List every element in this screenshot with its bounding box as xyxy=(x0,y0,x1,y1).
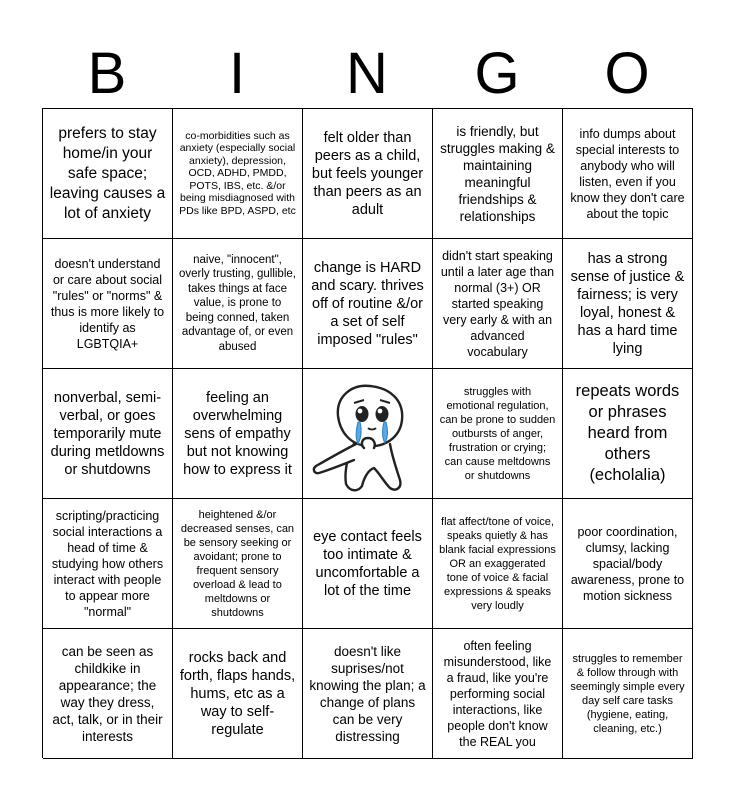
bingo-cell[interactable] xyxy=(563,109,693,239)
bingo-cell[interactable] xyxy=(303,629,433,759)
bingo-cell[interactable] xyxy=(43,369,173,499)
cell-text: doesn't understand or care about social "rules" or "norms" & thus is more likely to identify as LGBTQIA+ xyxy=(50,256,165,351)
cell-text: struggles with emotional regulation, can be prone to sudden outbursts of anger, frustration or crying; can cause meltdowns or shutdowns xyxy=(439,385,556,482)
cell-text: co-morbidities such as anxiety (especially social anxiety), depression, OCD, ADHD, PMDD, POTS, IBS, etc. &/or being misdiagnosed with PDs like BPD, ASPD, etc xyxy=(179,129,296,217)
bingo-grid xyxy=(42,108,693,758)
cell-text: info dumps about special interests to anybody who will listen, even if you know they don't care about the topic xyxy=(570,126,685,221)
header-letter-i: I xyxy=(228,41,246,106)
bingo-cell[interactable] xyxy=(173,109,303,239)
cell-text: felt older than peers as a child, but feels younger than peers as an adult xyxy=(311,129,424,218)
header-letter-g: G xyxy=(474,41,520,106)
cell-text: flat affect/tone of voice, speaks quietly & has blank facial expressions OR an exaggerated tone of voice & facial expressions & speaks very loudly xyxy=(439,515,556,612)
bingo-cell[interactable] xyxy=(43,629,173,759)
bingo-cell[interactable] xyxy=(433,239,563,369)
cell-text: often feeling misunderstood, like a fraud, like you're performing social interactions, like people don't know the REAL you xyxy=(443,638,552,749)
header-letter-b: B xyxy=(87,41,127,106)
cell-text: repeats words or phrases heard from others (echolalia) xyxy=(575,382,680,484)
bingo-cell[interactable] xyxy=(173,369,303,499)
cell-text: naive, "innocent", overly trusting, gullible, takes things at face value, is prone to being conned, taken advantage of, or even abused xyxy=(179,253,296,353)
cell-text: can be seen as childkike in appearance; the way they dress, act, talk, or in their interests xyxy=(52,643,163,744)
bingo-cell[interactable] xyxy=(173,239,303,369)
bingo-cell[interactable] xyxy=(173,629,303,759)
bingo-cell[interactable] xyxy=(433,369,563,499)
header-letter-o: O xyxy=(604,41,650,106)
bingo-cell[interactable] xyxy=(563,629,693,759)
bingo-cell[interactable] xyxy=(303,109,433,239)
bingo-cell[interactable] xyxy=(43,109,173,239)
cell-text: rocks back and forth, flaps hands, hums, etc as a way to self-regulate xyxy=(179,649,296,738)
cell-text: doesn't like suprises/not knowing the plan; a change of plans can be very distressing xyxy=(309,643,426,744)
cell-text: poor coordination, clumsy, lacking spacial/body awareness, prone to motion sickness xyxy=(570,524,685,603)
bingo-header xyxy=(42,40,692,108)
cell-text: heightened &/or decreased senses, can be sensory seeking or avoidant; prone to frequent sensory overload & lead to meltdowns or shutdowns xyxy=(180,508,295,619)
bingo-cell[interactable] xyxy=(433,629,563,759)
bingo-cell[interactable] xyxy=(563,239,693,369)
cell-text: feeling an overwhelming sens of empathy but not knowing how to express it xyxy=(183,389,292,478)
free-space[interactable] xyxy=(303,369,433,499)
bingo-cell[interactable] xyxy=(303,239,433,369)
cell-text: prefers to stay home/in your safe space; leaving causes a lot of anxiety xyxy=(49,124,166,222)
bingo-cell[interactable] xyxy=(433,109,563,239)
cell-text: eye contact feels too intimate & uncomfortable a lot of the time xyxy=(313,528,422,599)
crying-character-icon xyxy=(304,370,432,498)
cell-text: didn't start speaking until a later age than normal (3+) OR started speaking very early & with an advanced vocabulary xyxy=(440,248,555,359)
bingo-cell[interactable] xyxy=(173,499,303,629)
cell-text: struggles to remember & follow through with seemingly simple every day self care tasks (hygiene, eating, cleaning, etc.) xyxy=(570,652,685,735)
cell-text: is friendly, but struggles making & maintaining meaningful friendships & relationships xyxy=(440,123,555,224)
header-letter-n: N xyxy=(346,41,388,106)
bingo-cell[interactable] xyxy=(563,499,693,629)
bingo-cell[interactable] xyxy=(43,499,173,629)
cell-text: nonverbal, semi-verbal, or goes temporarily mute during metldowns or shutdowns xyxy=(50,389,165,478)
cell-text: has a strong sense of justice & fairness; is very loyal, honest & has a hard time lying xyxy=(570,250,685,357)
bingo-cell[interactable] xyxy=(303,499,433,629)
bingo-cell[interactable] xyxy=(43,239,173,369)
cell-text: scripting/practicing social interactions a head of time & studying how others interact with people to appear more "normal" xyxy=(51,508,164,619)
bingo-cell[interactable] xyxy=(433,499,563,629)
bingo-cell[interactable] xyxy=(563,369,693,499)
cell-text: change is HARD and scary. thrives off of routine &/or a set of self imposed "rules" xyxy=(311,259,424,348)
